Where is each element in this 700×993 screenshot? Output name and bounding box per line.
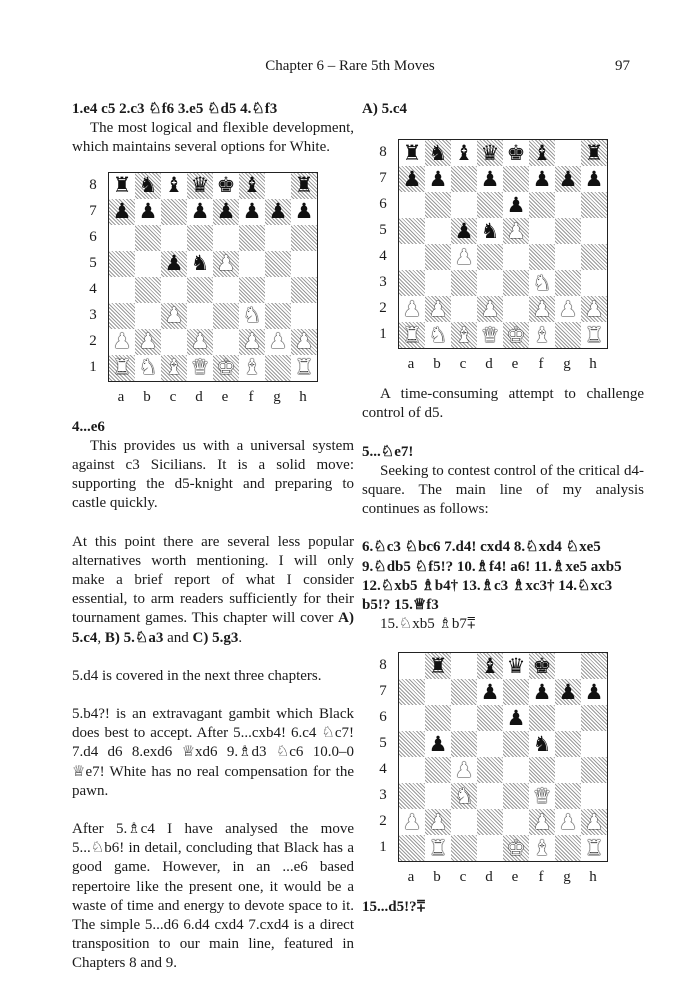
paragraph: Seeking to contest control of the critical d4-square. The main line of my analysis continues as follows:: [362, 462, 644, 518]
black-pawn-icon: ♟: [213, 199, 239, 225]
dark-square: [451, 731, 477, 757]
black-rook-icon: ♜: [425, 653, 451, 679]
rank-label: 8: [379, 144, 387, 161]
black-pawn-icon: ♟: [555, 166, 581, 192]
dark-square: [555, 270, 581, 296]
light-square: [425, 783, 451, 809]
light-square: [187, 303, 213, 329]
black-bishop-icon: ♝: [477, 653, 503, 679]
dark-square: [581, 192, 607, 218]
dark-square: [399, 270, 425, 296]
light-square: [555, 192, 581, 218]
light-square: [161, 277, 187, 303]
black-rook-icon: ♜: [291, 173, 317, 199]
light-square: [451, 705, 477, 731]
black-queen-icon: ♛: [477, 140, 503, 166]
file-label: e: [511, 869, 519, 886]
file-label: h: [589, 869, 597, 886]
file-label: d: [485, 356, 493, 373]
white-rook-icon: ♜: [399, 322, 425, 348]
white-queen-icon: ♛: [190, 355, 210, 380]
dark-square: [135, 277, 161, 303]
black-pawn-icon: ♟: [399, 166, 425, 192]
white-pawn-icon: ♟: [503, 218, 529, 244]
black-pawn-icon: ♟: [555, 679, 581, 705]
black-pawn-icon: ♟: [138, 199, 158, 224]
dark-square: [399, 835, 425, 861]
rank-label: 1: [379, 326, 387, 343]
light-square: [581, 270, 607, 296]
black-pawn-icon: ♟: [161, 251, 187, 277]
black-bishop-icon: ♝: [239, 173, 265, 199]
white-pawn-icon: ♟: [581, 809, 607, 835]
dark-square: [503, 679, 529, 705]
black-pawn-icon: ♟: [242, 199, 262, 224]
rank-label: 7: [89, 202, 97, 219]
light-square: [451, 653, 477, 679]
sub-line: 15.♘xb5 ♗b7⩱: [380, 616, 476, 633]
file-label: a: [117, 388, 125, 405]
light-square: [135, 251, 161, 277]
rank-label: 5: [379, 735, 387, 752]
light-square: [213, 225, 239, 251]
dark-square: [477, 244, 503, 270]
light-square: [291, 303, 317, 329]
white-queen-icon: ♛: [480, 322, 500, 347]
left-column: [72, 100, 354, 974]
light-square: [451, 809, 477, 835]
rank-label: 5: [379, 222, 387, 239]
white-king-icon: ♚: [503, 835, 529, 861]
rank-label: 6: [379, 709, 387, 726]
white-pawn-icon: ♟: [213, 251, 239, 277]
light-square: [265, 173, 291, 199]
rank-label: 5: [89, 254, 97, 271]
white-knight-icon: ♞: [451, 783, 477, 809]
light-square: [399, 192, 425, 218]
dark-square: [529, 192, 555, 218]
rank-label: 4: [379, 761, 387, 778]
dark-square: [503, 166, 529, 192]
dark-square: [451, 835, 477, 861]
white-pawn-icon: ♟: [239, 329, 265, 355]
dark-square: [109, 251, 135, 277]
paragraph: The most logical and flexible development, which maintains several options for White.: [72, 120, 354, 156]
black-knight-icon: ♞: [532, 731, 552, 756]
dark-square: [581, 705, 607, 731]
page-header: [0, 58, 700, 78]
black-pawn-icon: ♟: [265, 199, 291, 225]
white-rook-icon: ♜: [584, 835, 604, 860]
rank-label: 7: [379, 683, 387, 700]
white-rook-icon: ♜: [584, 322, 604, 347]
black-pawn-icon: ♟: [480, 679, 500, 704]
file-labels: [398, 868, 606, 887]
black-king-icon: ♚: [529, 653, 555, 679]
black-king-icon: ♚: [216, 173, 236, 198]
black-queen-icon: ♛: [187, 173, 213, 199]
dark-square: [555, 835, 581, 861]
light-square: [399, 705, 425, 731]
file-label: g: [563, 356, 571, 373]
light-square: [135, 303, 161, 329]
white-pawn-icon: ♟: [135, 329, 161, 355]
dark-square: [503, 731, 529, 757]
light-square: [239, 251, 265, 277]
dark-square: [477, 809, 503, 835]
black-pawn-icon: ♟: [428, 166, 448, 191]
light-square: [555, 705, 581, 731]
right-column: [362, 100, 644, 918]
black-pawn-icon: ♟: [451, 218, 477, 244]
file-label: f: [538, 356, 544, 373]
dark-square: [399, 731, 425, 757]
dark-square: [291, 225, 317, 251]
dark-square: [477, 192, 503, 218]
dark-square: [161, 199, 187, 225]
white-pawn-icon: ♟: [581, 296, 607, 322]
move-heading: 5...♘e7!: [362, 443, 414, 460]
light-square: [265, 277, 291, 303]
dark-square: [265, 303, 291, 329]
dark-square: [477, 757, 503, 783]
white-bishop-icon: ♝: [161, 355, 187, 381]
white-pawn-icon: ♟: [477, 296, 503, 322]
rank-label: 1: [379, 839, 387, 856]
light-square: [581, 218, 607, 244]
rank-label: 3: [89, 306, 97, 323]
file-label: a: [407, 869, 415, 886]
rank-label: 3: [379, 274, 387, 291]
light-square: [555, 653, 581, 679]
light-square: [425, 679, 451, 705]
dark-square: [425, 705, 451, 731]
white-pawn-icon: ♟: [558, 809, 578, 834]
dark-square: [187, 225, 213, 251]
rank-labels: [376, 139, 390, 347]
white-pawn-icon: ♟: [425, 296, 451, 322]
dark-square: [529, 757, 555, 783]
white-knight-icon: ♞: [428, 322, 448, 347]
running-title: Chapter 6 – Rare 5th Moves: [265, 58, 435, 74]
dark-square: [529, 705, 555, 731]
variation-heading: 1.e4 c5 2.c3 ♘f6 3.e5 ♘d5 4.♘f3: [72, 101, 278, 117]
file-label: b: [433, 869, 441, 886]
black-pawn-icon: ♟: [584, 166, 604, 191]
dark-square: [555, 218, 581, 244]
light-square: [451, 192, 477, 218]
light-square: [451, 296, 477, 322]
rank-label: 2: [89, 332, 97, 349]
black-rook-icon: ♜: [112, 173, 132, 198]
file-label: h: [299, 388, 307, 405]
file-label: e: [511, 356, 519, 373]
light-square: [581, 783, 607, 809]
light-square: [529, 218, 555, 244]
dark-square: [451, 270, 477, 296]
white-pawn-icon: ♟: [402, 809, 422, 834]
paragraph: 5.b4?! is an extravagant gambit which Black does best to accept. After 5...cxb4! 6.c4 ♘c7! 7.d4 d6 8.exd6 ♕xd6 9.♗d3 ♘c6 10.0–0 ♕e7! White has no real compensation for the pawn.: [72, 706, 354, 799]
chess-board: [398, 139, 608, 349]
white-rook-icon: ♜: [428, 835, 448, 860]
black-bishop-icon: ♝: [454, 140, 474, 165]
dark-square: [503, 270, 529, 296]
rank-label: 2: [379, 813, 387, 830]
black-pawn-icon: ♟: [532, 166, 552, 191]
dark-square: [265, 251, 291, 277]
black-rook-icon: ♜: [402, 140, 422, 165]
rank-label: 6: [379, 196, 387, 213]
white-pawn-icon: ♟: [187, 329, 213, 355]
file-label: b: [143, 388, 151, 405]
black-pawn-icon: ♟: [532, 679, 552, 704]
white-pawn-icon: ♟: [558, 296, 578, 321]
dark-square: [555, 731, 581, 757]
dark-square: [291, 277, 317, 303]
rank-label: 2: [379, 300, 387, 317]
white-king-icon: ♚: [213, 355, 239, 381]
dark-square: [425, 244, 451, 270]
white-knight-icon: ♞: [242, 303, 262, 328]
file-label: g: [273, 388, 281, 405]
white-pawn-icon: ♟: [529, 296, 555, 322]
rank-label: 4: [89, 280, 97, 297]
file-labels: [108, 388, 316, 407]
light-square: [109, 225, 135, 251]
light-square: [503, 757, 529, 783]
black-knight-icon: ♞: [425, 140, 451, 166]
light-square: [555, 244, 581, 270]
black-pawn-icon: ♟: [109, 199, 135, 225]
chess-diagram: [362, 139, 644, 385]
rank-label: 1: [89, 358, 97, 375]
dark-square: [239, 225, 265, 251]
dark-square: [109, 303, 135, 329]
dark-square: [399, 218, 425, 244]
light-square: [213, 277, 239, 303]
move-heading: 15...d5!?⩱: [362, 899, 426, 916]
light-square: [477, 783, 503, 809]
light-square: [291, 251, 317, 277]
black-queen-icon: ♛: [506, 653, 526, 678]
rank-label: 3: [379, 787, 387, 804]
light-square: [399, 653, 425, 679]
file-label: b: [433, 356, 441, 373]
file-label: a: [407, 356, 415, 373]
black-pawn-icon: ♟: [294, 199, 314, 224]
paragraph: After 5.♗c4 I have analysed the move 5...♘b6! in detail, concluding that Black has a good game. However, in an ...e6 based repertoire like the present one, it would be a waste of time and energy to devote space to it. The simple 5...d6 6.d4 cxd4 7.cxd4 is a direct transposition to our main line, featured in Chapters 8 and 9.: [72, 821, 354, 972]
white-knight-icon: ♞: [138, 355, 158, 380]
white-queen-icon: ♛: [532, 783, 552, 808]
light-square: [109, 277, 135, 303]
dark-square: [477, 705, 503, 731]
dark-square: [555, 783, 581, 809]
black-king-icon: ♚: [506, 140, 526, 165]
dark-square: [399, 679, 425, 705]
dark-square: [581, 757, 607, 783]
dark-square: [399, 783, 425, 809]
white-pawn-icon: ♟: [454, 757, 474, 782]
white-pawn-icon: ♟: [402, 296, 422, 321]
dark-square: [451, 679, 477, 705]
black-pawn-icon: ♟: [584, 679, 604, 704]
light-square: [555, 757, 581, 783]
light-square: [503, 244, 529, 270]
light-square: [399, 244, 425, 270]
rank-labels: [376, 652, 390, 860]
file-label: c: [169, 388, 177, 405]
white-pawn-icon: ♟: [454, 244, 474, 269]
dark-square: [581, 653, 607, 679]
page-number: 97: [615, 58, 630, 74]
white-pawn-icon: ♟: [529, 809, 555, 835]
paragraph: A time-consuming attempt to challenge control of d5.: [362, 386, 644, 422]
paragraph: 5.d4 is covered in the next three chapters.: [72, 667, 322, 684]
light-square: [161, 329, 187, 355]
file-label: e: [221, 388, 229, 405]
black-knight-icon: ♞: [190, 251, 210, 276]
dark-square: [451, 166, 477, 192]
chess-diagram: [72, 172, 354, 418]
rank-labels: [86, 172, 100, 380]
white-pawn-icon: ♟: [425, 809, 451, 835]
light-square: [477, 835, 503, 861]
white-bishop-icon: ♝: [451, 322, 477, 348]
dark-square: [529, 244, 555, 270]
light-square: [399, 757, 425, 783]
dark-square: [213, 303, 239, 329]
black-pawn-icon: ♟: [480, 166, 500, 191]
black-pawn-icon: ♟: [506, 192, 526, 217]
rank-label: 6: [89, 228, 97, 245]
dark-square: [503, 783, 529, 809]
light-square: [213, 329, 239, 355]
white-rook-icon: ♜: [109, 355, 135, 381]
white-king-icon: ♚: [503, 322, 529, 348]
black-pawn-icon: ♟: [506, 705, 526, 730]
dark-square: [555, 322, 581, 348]
white-rook-icon: ♜: [294, 355, 314, 380]
file-label: g: [563, 869, 571, 886]
file-label: d: [195, 388, 203, 405]
dark-square: [265, 355, 291, 381]
white-bishop-icon: ♝: [532, 322, 552, 347]
black-rook-icon: ♜: [581, 140, 607, 166]
light-square: [503, 809, 529, 835]
file-label: f: [538, 869, 544, 886]
chess-board: [108, 172, 318, 382]
black-bishop-icon: ♝: [529, 140, 555, 166]
white-knight-icon: ♞: [532, 270, 552, 295]
white-bishop-icon: ♝: [532, 835, 552, 860]
dark-square: [135, 225, 161, 251]
file-label: c: [459, 356, 467, 373]
black-pawn-icon: ♟: [428, 731, 448, 756]
white-pawn-icon: ♟: [161, 303, 187, 329]
file-label: h: [589, 356, 597, 373]
dark-square: [425, 757, 451, 783]
black-knight-icon: ♞: [135, 173, 161, 199]
file-label: c: [459, 869, 467, 886]
light-square: [477, 270, 503, 296]
file-label: d: [485, 869, 493, 886]
white-pawn-icon: ♟: [291, 329, 317, 355]
black-bishop-icon: ♝: [164, 173, 184, 198]
light-square: [581, 731, 607, 757]
black-knight-icon: ♞: [480, 218, 500, 243]
file-labels: [398, 355, 606, 374]
light-square: [425, 218, 451, 244]
light-square: [555, 140, 581, 166]
section-heading: A) 5.c4: [362, 101, 407, 117]
main-line: 6.♘c3 ♘bc6 7.d4! cxd4 8.♘xd4 ♘xe5 9.♘db5 ♘f5!? 10.♗f4! a6! 11.♗xe5 axb5 12.♘xb5 ♗b4† 13.♗c3 ♗xc3† 14.♘xc3 b5!? 15.♕f3: [362, 539, 622, 614]
file-label: f: [248, 388, 254, 405]
rank-label: 4: [379, 248, 387, 265]
black-pawn-icon: ♟: [190, 199, 210, 224]
white-pawn-icon: ♟: [268, 329, 288, 354]
move-heading: 4...e6: [72, 418, 105, 435]
dark-square: [187, 277, 213, 303]
white-bishop-icon: ♝: [242, 355, 262, 380]
white-pawn-icon: ♟: [112, 329, 132, 354]
chess-board: [398, 652, 608, 862]
rank-label: 8: [379, 657, 387, 674]
light-square: [503, 296, 529, 322]
rank-label: 8: [89, 176, 97, 193]
light-square: [425, 270, 451, 296]
dark-square: [425, 192, 451, 218]
light-square: [477, 731, 503, 757]
dark-square: [581, 244, 607, 270]
chess-diagram: [362, 652, 644, 898]
dark-square: [239, 277, 265, 303]
light-square: [161, 225, 187, 251]
paragraph: At this point there are several less popular alternatives worth mentioning. I will only make a brief report of what I consider essential, to arm readers sufficiently for their tournament games. This chapter will cover A) 5.c4, B) 5.♘a3 and C) 5.g3.: [72, 533, 354, 646]
light-square: [265, 225, 291, 251]
paragraph: This provides us with a universal system against c3 Sicilians. It is a solid move: supporting the d5-knight and preparing to castle quickly.: [72, 437, 354, 512]
rank-label: 7: [379, 170, 387, 187]
